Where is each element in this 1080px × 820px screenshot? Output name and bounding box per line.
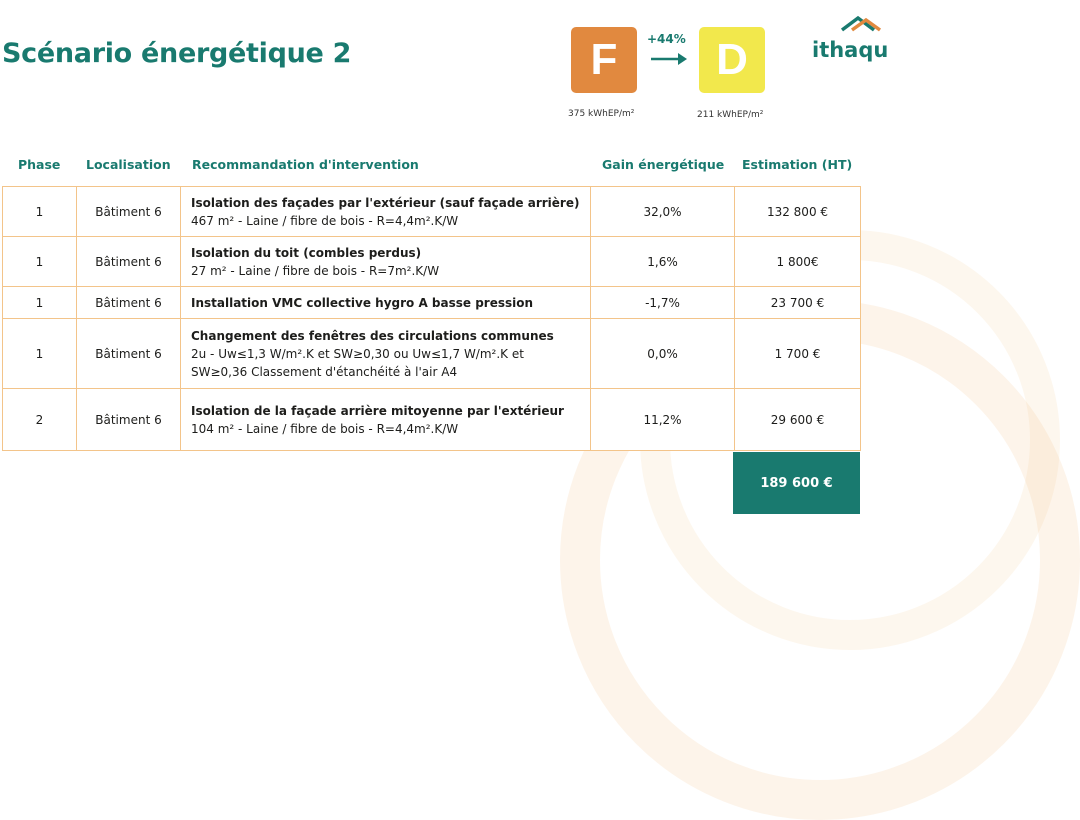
cell-gain: 11,2%	[591, 389, 735, 451]
recommendation-title: Changement des fenêtres des circulations communes	[191, 328, 554, 343]
recommendation-detail: 467 m² - Laine / fibre de bois - R=4,4m².K/W	[191, 213, 459, 228]
cell-phase: 1	[3, 319, 77, 389]
table-row	[3, 389, 861, 451]
cell-recommendation	[181, 319, 591, 389]
table-row	[3, 237, 861, 287]
header-gain: Gain énergétique	[602, 157, 725, 172]
recommendation-detail: 2u - Uw≤1,3 W/m².K et SW≥0,30 ou Uw≤1,7 W/m².K et SW≥0,36 Classement d'étanchéité à l'air A4	[191, 346, 524, 379]
header-location: Localisation	[86, 157, 171, 172]
cell-location: Bâtiment 6	[77, 237, 181, 287]
page-title: Scénario énergétique 2	[2, 38, 352, 69]
cell-gain: -1,7%	[591, 287, 735, 319]
energy-value-current: 375 kWhEP/m²	[568, 109, 635, 119]
cell-phase: 1	[3, 287, 77, 319]
brand-name: ithaqu	[812, 38, 889, 62]
total-estimate: 189 600 €	[733, 452, 860, 514]
cell-estimate: 29 600 €	[735, 389, 861, 451]
header-phase: Phase	[18, 157, 61, 172]
header-estimate: Estimation (HT)	[742, 157, 853, 172]
cell-recommendation	[181, 389, 591, 451]
brand-logo	[812, 12, 892, 72]
table-row	[3, 319, 861, 389]
cell-estimate: 132 800 €	[735, 187, 861, 237]
energy-class-target: D	[699, 27, 765, 93]
cell-location: Bâtiment 6	[77, 187, 181, 237]
cell-gain: 1,6%	[591, 237, 735, 287]
energy-value-target: 211 kWhEP/m²	[697, 110, 764, 120]
cell-location: Bâtiment 6	[77, 319, 181, 389]
cell-recommendation	[181, 287, 591, 319]
energy-gain: +44%	[647, 32, 686, 46]
house-roof-icon	[840, 14, 884, 34]
arrow-right-icon	[650, 51, 688, 67]
cell-location: Bâtiment 6	[77, 389, 181, 451]
energy-class-current: F	[571, 27, 637, 93]
cell-gain: 0,0%	[591, 319, 735, 389]
cell-location: Bâtiment 6	[77, 287, 181, 319]
cell-recommendation	[181, 187, 591, 237]
table-row	[3, 287, 861, 319]
recommendation-title: Installation VMC collective hygro A basse pression	[191, 295, 534, 310]
cell-estimate: 23 700 €	[735, 287, 861, 319]
recommendation-detail: 104 m² - Laine / fibre de bois - R=4,4m².K/W	[191, 421, 459, 436]
cell-phase: 1	[3, 187, 77, 237]
recommendations-table	[2, 186, 861, 451]
recommendation-title: Isolation de la façade arrière mitoyenne par l'extérieur	[191, 403, 564, 418]
recommendation-detail: 27 m² - Laine / fibre de bois - R=7m².K/W	[191, 263, 440, 278]
cell-estimate: 1 700 €	[735, 319, 861, 389]
cell-recommendation	[181, 237, 591, 287]
table-row	[3, 187, 861, 237]
recommendation-title: Isolation des façades par l'extérieur (sauf façade arrière)	[191, 195, 580, 210]
header-recommendation: Recommandation d'intervention	[192, 157, 419, 172]
cell-estimate: 1 800€	[735, 237, 861, 287]
cell-phase: 1	[3, 237, 77, 287]
cell-phase: 2	[3, 389, 77, 451]
recommendation-title: Isolation du toit (combles perdus)	[191, 245, 422, 260]
cell-gain: 32,0%	[591, 187, 735, 237]
